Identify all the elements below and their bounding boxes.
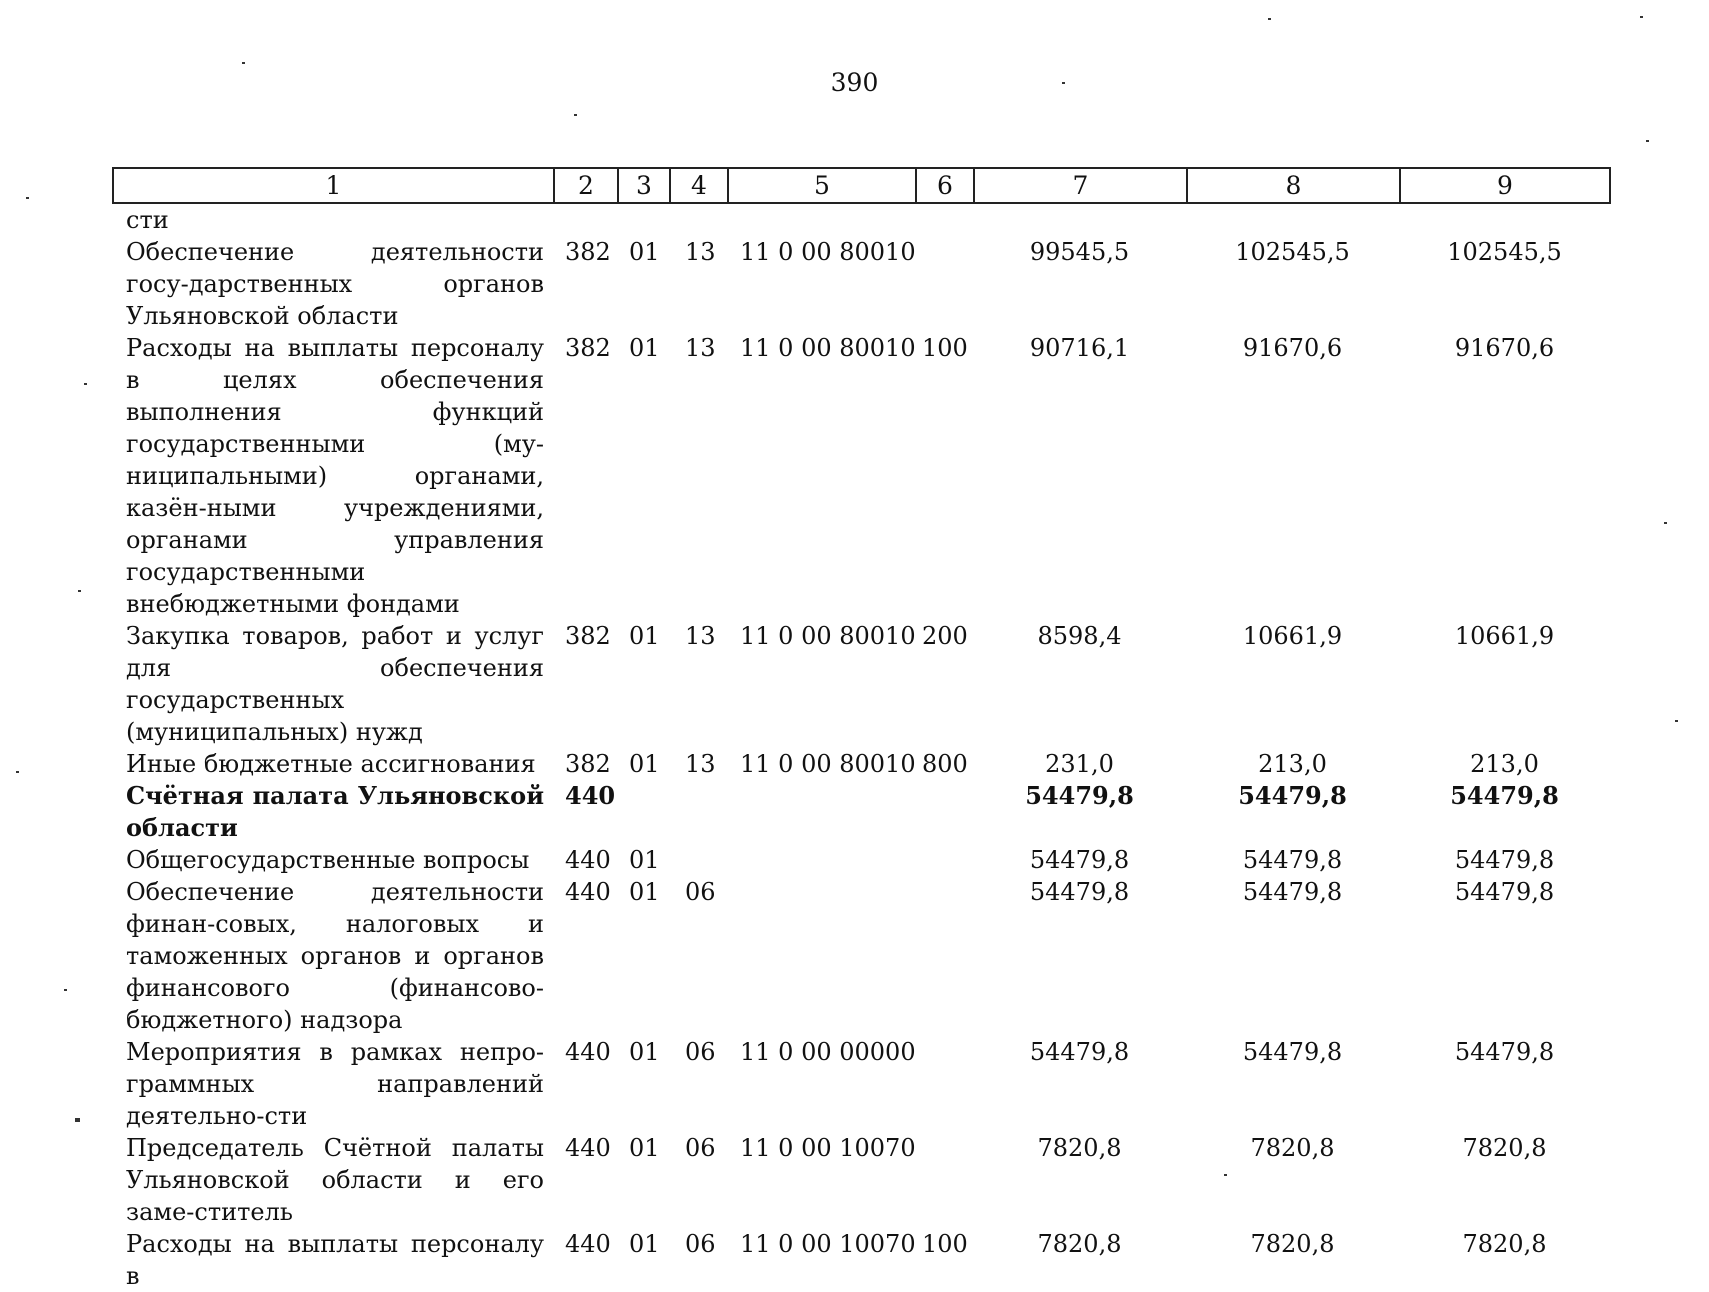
column-header-6: 6 <box>916 168 974 203</box>
table-row <box>0 1132 1709 1228</box>
scan-speck <box>16 771 19 773</box>
section-code: 01 <box>629 1038 660 1066</box>
amount-col7: 90716,1 <box>1029 334 1130 362</box>
scan-speck <box>1675 720 1678 722</box>
subsection-code: 13 <box>685 622 716 650</box>
column-header-2: 2 <box>554 168 618 203</box>
amount-col7: 8598,4 <box>1037 622 1122 650</box>
amount-col9: 54479,8 <box>1454 1038 1555 1066</box>
amount-col8: 7820,8 <box>1250 1134 1335 1162</box>
amount-col9: 7820,8 <box>1462 1134 1547 1162</box>
row-description: Общегосударственные вопросы <box>126 846 530 874</box>
grbs-code: 382 <box>565 622 611 650</box>
subsection-code: 06 <box>685 1230 716 1258</box>
row-description: Расходы на выплаты персоналу в целях обеспечения выполнения функций государственными (му-ниципальными) органами, казён-ными учреждениями, органами управления государственными внебюджетными фондами <box>126 334 544 618</box>
scan-speck <box>1646 140 1649 142</box>
amount-col9: 91670,6 <box>1454 334 1555 362</box>
subsection-code: 06 <box>685 1134 716 1162</box>
row-description: Иные бюджетные ассигнования <box>126 750 536 778</box>
amount-col8: 91670,6 <box>1242 334 1343 362</box>
scan-speck <box>78 590 81 592</box>
table-row <box>0 876 1709 1036</box>
expense-type-code: 100 <box>922 1230 968 1258</box>
section-code: 01 <box>629 878 660 906</box>
table-row <box>0 748 1709 780</box>
amount-col7: 231,0 <box>1045 750 1114 778</box>
subsection-code: 06 <box>685 878 716 906</box>
target-article-code: 11 0 00 10070 <box>740 1230 916 1258</box>
amount-col7: 7820,8 <box>1037 1134 1122 1162</box>
target-article-code: 11 0 00 80010 <box>740 750 916 778</box>
column-header-7: 7 <box>974 168 1187 203</box>
section-code: 01 <box>629 1230 660 1258</box>
scan-speck <box>75 1118 80 1122</box>
table-row <box>0 204 1709 236</box>
column-header-4: 4 <box>670 168 728 203</box>
target-article-code: 11 0 00 10070 <box>740 1134 916 1162</box>
amount-col9: 54479,8 <box>1454 878 1555 906</box>
scan-speck <box>64 989 67 991</box>
row-description: Обеспечение деятельности госу-дарственных органов Ульяновской области <box>126 238 544 330</box>
scan-speck <box>26 197 29 199</box>
amount-col8: 102545,5 <box>1235 238 1350 266</box>
table-row <box>0 844 1709 876</box>
amount-col8: 54479,8 <box>1238 781 1347 810</box>
section-code: 01 <box>629 750 660 778</box>
grbs-code: 440 <box>565 1230 611 1258</box>
column-header-row <box>112 167 1611 204</box>
grbs-code: 440 <box>565 1134 611 1162</box>
amount-col7: 7820,8 <box>1037 1230 1122 1258</box>
column-header-9: 9 <box>1400 168 1610 203</box>
amount-col7: 54479,8 <box>1029 1038 1130 1066</box>
amount-col8: 54479,8 <box>1242 878 1343 906</box>
expense-type-code: 100 <box>922 334 968 362</box>
amount-col7: 54479,8 <box>1029 846 1130 874</box>
grbs-code: 382 <box>565 750 611 778</box>
table-row <box>0 620 1709 748</box>
column-header-1: 1 <box>113 168 554 203</box>
row-description: сти <box>126 206 169 234</box>
row-description: Закупка товаров, работ и услуг для обеспечения государственных (муниципальных) нужд <box>126 622 544 746</box>
section-code: 01 <box>629 846 660 874</box>
grbs-code: 382 <box>565 238 611 266</box>
section-code: 01 <box>629 1134 660 1162</box>
scan-speck <box>574 114 577 116</box>
table-row <box>0 1036 1709 1132</box>
section-code: 01 <box>629 238 660 266</box>
expense-type-code: 200 <box>922 622 968 650</box>
amount-col9: 10661,9 <box>1454 622 1555 650</box>
scan-speck <box>1640 16 1643 18</box>
page-number: 390 <box>830 68 879 97</box>
scan-speck <box>242 62 245 64</box>
expense-type-code: 800 <box>922 750 968 778</box>
subsection-code: 13 <box>685 238 716 266</box>
amount-col7: 99545,5 <box>1029 238 1130 266</box>
amount-col9: 54479,8 <box>1450 781 1559 810</box>
grbs-code: 382 <box>565 334 611 362</box>
subsection-code: 13 <box>685 334 716 362</box>
table-row <box>0 1228 1709 1292</box>
scan-speck <box>1062 82 1065 84</box>
amount-col8: 54479,8 <box>1242 846 1343 874</box>
grbs-code: 440 <box>565 781 616 810</box>
scan-speck <box>1664 522 1667 524</box>
target-article-code: 11 0 00 80010 <box>740 238 916 266</box>
amount-col7: 54479,8 <box>1029 878 1130 906</box>
section-code: 01 <box>629 334 660 362</box>
row-description: Мероприятия в рамках непро-граммных направлений деятельно-сти <box>126 1038 544 1130</box>
row-description: Счётная палата Ульяновской области <box>126 781 544 842</box>
target-article-code: 11 0 00 80010 <box>740 622 916 650</box>
amount-col8: 54479,8 <box>1242 1038 1343 1066</box>
scan-speck <box>1224 1174 1227 1176</box>
grbs-code: 440 <box>565 878 611 906</box>
column-header-5: 5 <box>728 168 916 203</box>
section-code: 01 <box>629 622 660 650</box>
table-row <box>0 780 1709 844</box>
row-description: Председатель Счётной палаты Ульяновской области и его заме-ститель <box>126 1134 544 1226</box>
row-description: Обеспечение деятельности финан-совых, налоговых и таможенных органов и органов финансового (финансово-бюджетного) надзора <box>126 878 544 1034</box>
amount-col8: 10661,9 <box>1242 622 1343 650</box>
subsection-code: 06 <box>685 1038 716 1066</box>
scan-speck <box>84 383 87 385</box>
budget-table-body <box>0 204 1709 1292</box>
subsection-code: 13 <box>685 750 716 778</box>
scan-speck <box>1268 18 1271 20</box>
table-row <box>0 332 1709 620</box>
row-description: Расходы на выплаты персоналу в <box>126 1230 544 1290</box>
amount-col9: 213,0 <box>1470 750 1539 778</box>
amount-col9: 7820,8 <box>1462 1230 1547 1258</box>
amount-col7: 54479,8 <box>1025 781 1134 810</box>
column-header-8: 8 <box>1187 168 1400 203</box>
grbs-code: 440 <box>565 1038 611 1066</box>
amount-col8: 213,0 <box>1258 750 1327 778</box>
amount-col9: 54479,8 <box>1454 846 1555 874</box>
amount-col9: 102545,5 <box>1447 238 1562 266</box>
amount-col8: 7820,8 <box>1250 1230 1335 1258</box>
target-article-code: 11 0 00 00000 <box>740 1038 916 1066</box>
column-header-3: 3 <box>618 168 670 203</box>
target-article-code: 11 0 00 80010 <box>740 334 916 362</box>
table-row <box>0 236 1709 332</box>
grbs-code: 440 <box>565 846 611 874</box>
